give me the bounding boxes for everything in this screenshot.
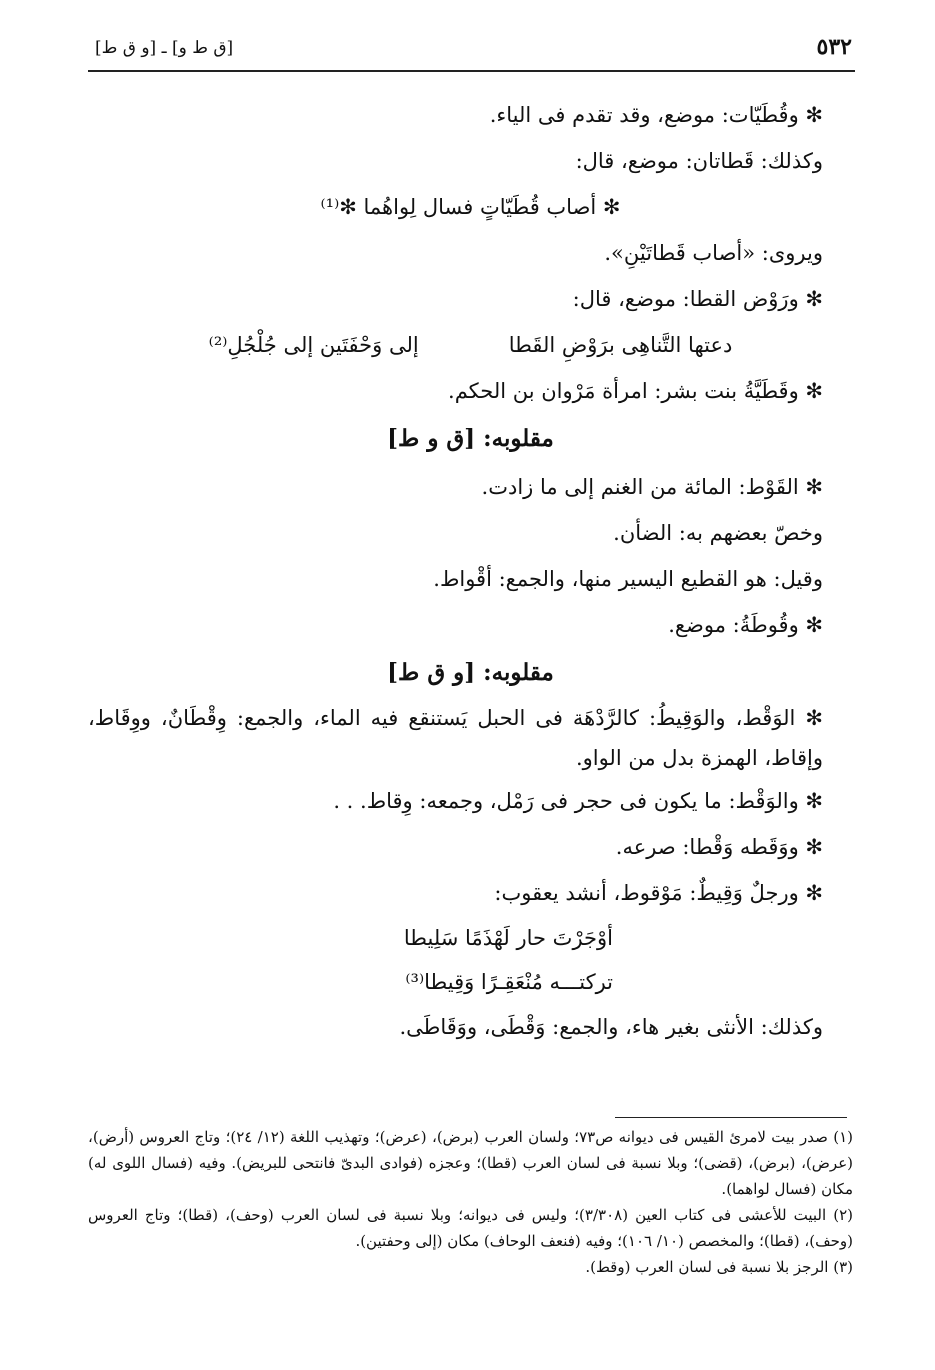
footnote: (١) صدر بيت لامرئ القيس فى ديوانه ص٧٣؛ ولسان العرب (برض)، (عرض)؛ وتهذيب اللغة (١٢/ ٢٤)؛ وتاج العروس (أرض)، (عرض)، (برض)، (قضى)؛ وبلا نسبة فى لسان العرب (قطا)؛ وعجزه (فوادى البدىّ فانتحى للبريض). وفيه (فسال اللوى له) مكان (فسال لواهما). xyxy=(88,1128,853,1198)
verse-first-hemistich: دعتها التَّناهِى برَوْضِ القَطا xyxy=(508,333,733,357)
footnote: (٣) الرجز بلا نسبة فى لسان العرب (وقط). xyxy=(585,1258,853,1276)
text-line: وكذلك: الأنثى بغير هاء، والجمع: وَقْطَى، ووَقَاطَى. xyxy=(399,1015,823,1039)
text-line: وخصّ بعضهم به: الضأن. xyxy=(613,521,823,545)
section-heading: مقلوبه: [و ق ط] xyxy=(387,659,554,686)
text-paragraph: ✻ الوَقْط، والوَقِيطُ: كالرَّدْهَة فى الحبل يَستنقع فيه الماء، والجمع: وِقْطَانٌ، ووِقَاط، وإقاط، الهمزة بدل من الواو. xyxy=(88,706,823,770)
text-line: ✻ ووَقَطه وَقْطا: صرعه. xyxy=(615,835,823,859)
footnote-divider xyxy=(615,1117,847,1118)
main-text xyxy=(88,92,853,1050)
text-line: ✻ القَوْط: المائة من الغنم إلى ما زادت. xyxy=(481,475,823,499)
text-line: وكذلك: قَطاتان: موضع، قال: xyxy=(575,149,823,173)
header-divider xyxy=(88,70,855,72)
text-line: ✻ وقُوطَةُ: موضع. xyxy=(668,613,823,637)
text-line: ✻ ورجلٌ وَقِيطٌ: مَوْقوط، أنشد يعقوب: xyxy=(494,881,823,905)
verse-couplet xyxy=(88,322,853,368)
verse-line: ✻ أصاب قُطَيّاتٍ فسال لِواهُما ✻⁽¹⁾ xyxy=(320,195,621,219)
running-title: [ق ط و] ـ [و ق ط] xyxy=(95,38,234,58)
text-line: ويروى: «أصاب قَطاتَيْنِ». xyxy=(604,241,823,265)
text-line: ✻ والوَقْط: ما يكون فى حجر فى رَمْل، وجمعه: وِقاط. . . xyxy=(333,789,823,813)
footnote: (٢) البيت للأعشى فى كتاب العين (٣/٣٠٨)؛ وليس فى ديوانه؛ وبلا نسبة فى لسان العرب (وحف)، (قطا)؛ وتاج العروس (وحف)، (قطا)؛ والمخصص (١٠/ ١٠٦)؛ وفيه (فنعف الوحاف) مكان (إلى وحفتين). xyxy=(88,1206,854,1250)
rajaz-line: تركتـــه مُنْعَقِـرًا وَقِيطا⁽³⁾ xyxy=(405,970,613,994)
rajaz-line: أوْجَرْتَ حار لَهْذَمًا سَلِيطا xyxy=(403,926,613,950)
text-line: ✻ وقُطَيّات: موضع، وقد تقدم فى الياء. xyxy=(489,103,823,127)
section-heading: مقلوبه: [ق و ط] xyxy=(387,425,554,452)
text-line: ✻ ورَوْض القطا: موضع، قال: xyxy=(572,287,823,311)
text-line: ✻ وقَطَيَّةُ بنت بشر: امرأة مَرْوان بن الحكم. xyxy=(448,379,823,403)
footnotes xyxy=(88,1124,853,1280)
text-line: وقيل: هو القطيع اليسير منها، والجمع: أقْواط. xyxy=(433,567,823,591)
verse-second-hemistich: إلى وَحْفَتَين إلى جُلْجُلِ⁽²⁾ xyxy=(208,333,419,357)
page-number: ٥٣٢ xyxy=(816,34,852,60)
